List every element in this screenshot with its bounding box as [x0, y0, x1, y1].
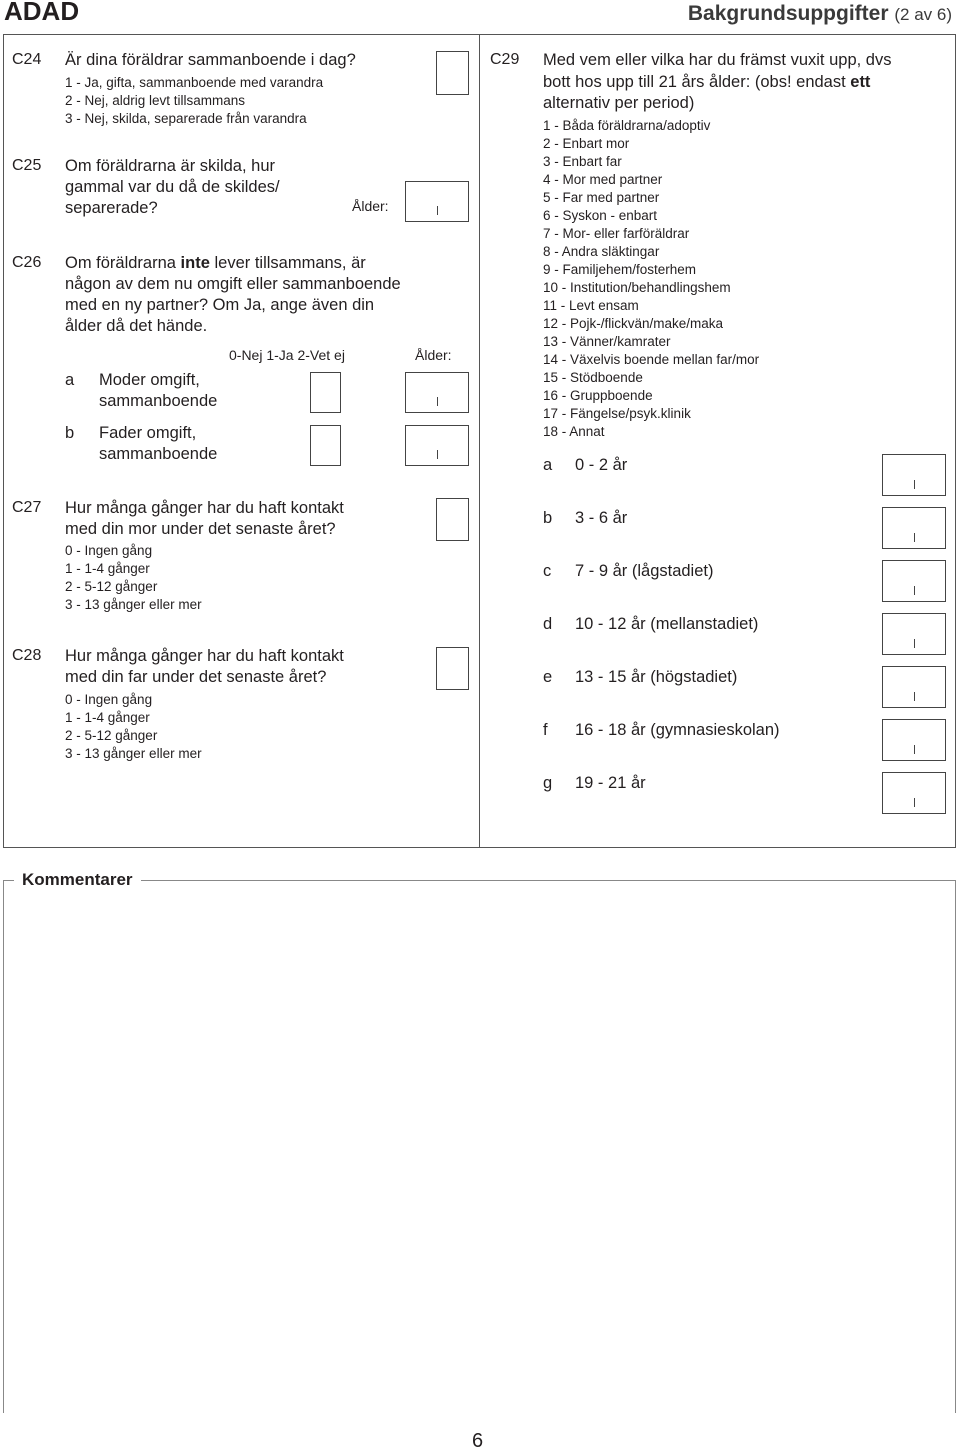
c29-period-answer-box[interactable]: [882, 613, 946, 655]
c27-option: 1 - 1-4 gånger: [65, 561, 150, 576]
c25-question-line: gammal var du då de skildes/: [65, 178, 280, 196]
form-code: ADAD: [4, 0, 80, 26]
c25-age-box[interactable]: [405, 181, 469, 222]
c29-period-answer-box[interactable]: [882, 666, 946, 708]
comments-label: Kommentarer: [14, 870, 141, 890]
c29-option-list: [543, 117, 759, 441]
c29-option: 5 - Far med partner: [543, 190, 660, 205]
c29-period-letter: b: [543, 509, 553, 527]
c26-question-line: någon av dem nu omgift eller sammanboende: [65, 275, 401, 293]
comments-frame[interactable]: [3, 880, 956, 1413]
c29-period-letter: e: [543, 668, 553, 686]
page-number: 6: [472, 1430, 484, 1452]
c24-option: 1 - Ja, gifta, sammanboende med varandra: [65, 75, 324, 90]
c26-answer-columns: 0-Nej 1-Ja 2-Vet ej: [229, 347, 345, 363]
c29-option: 6 - Syskon - enbart: [543, 208, 658, 223]
c26-item-label: sammanboende: [99, 445, 218, 463]
c29-period-letter: a: [543, 456, 553, 474]
c25-question-line: separerade?: [65, 199, 158, 217]
c27-number: C27: [12, 499, 42, 516]
c27-option: 0 - Ingen gång: [65, 543, 153, 558]
c29-emphasis: ett: [850, 73, 871, 91]
c29-option: 11 - Levt ensam: [543, 298, 639, 313]
c29-option: 16 - Gruppboende: [543, 388, 653, 403]
c29-option: 8 - Andra släktingar: [543, 244, 660, 259]
c29-period-label: 19 - 21 år: [575, 774, 646, 792]
c26-item-label: sammanboende: [99, 392, 218, 410]
c26-item-label: Fader omgift,: [99, 424, 197, 442]
c25-age-label: Ålder:: [352, 198, 389, 214]
c26-question-line: med en ny partner? Om Ja, ange även din: [65, 296, 375, 314]
c24-answer-box[interactable]: [436, 51, 469, 95]
c29-question-line: Med vem eller vilka har du främst vuxit upp, dvs: [543, 51, 892, 69]
c25-question-line: Om föräldrarna är skilda, hur: [65, 157, 275, 175]
c27-option: 3 - 13 gånger eller mer: [65, 597, 202, 612]
section-page-count: (2 av 6): [894, 5, 952, 24]
c26-question-line: ålder då det hände.: [65, 317, 208, 335]
c26b-answer-box[interactable]: [310, 425, 341, 466]
c29-option: 13 - Vänner/kamrater: [543, 334, 671, 349]
c29-period-answer-box[interactable]: [882, 719, 946, 761]
c29-period-letter: f: [543, 721, 548, 739]
c26-item-label: Moder omgift,: [99, 371, 200, 389]
c26a-age-box[interactable]: [405, 372, 469, 413]
c29-option: 14 - Växelvis boende mellan far/mor: [543, 352, 760, 367]
column-divider: [479, 34, 480, 848]
c29-option: 15 - Stödboende: [543, 370, 643, 385]
c29-period-label: 0 - 2 år: [575, 456, 628, 474]
c24-number: C24: [12, 51, 42, 68]
c26-item-letter: a: [65, 371, 75, 389]
c26-number: C26: [12, 254, 42, 271]
c26-age-label: Ålder:: [415, 347, 452, 363]
c29-period-label: 10 - 12 år (mellanstadiet): [575, 615, 759, 633]
c29-number: C29: [490, 51, 520, 68]
c29-period-answer-box[interactable]: [882, 560, 946, 602]
c27-answer-box[interactable]: [436, 498, 469, 541]
c29-option: 12 - Pojk-/flickvän/make/maka: [543, 316, 724, 331]
c24-option: 2 - Nej, aldrig levt tillsammans: [65, 93, 246, 108]
c29-period-letter: d: [543, 615, 553, 633]
c28-option: 3 - 13 gånger eller mer: [65, 746, 202, 761]
c29-period-letter: c: [543, 562, 552, 580]
c29-option: 3 - Enbart far: [543, 154, 622, 169]
c24-question: Är dina föräldrar sammanboende i dag?: [65, 51, 356, 69]
c29-period-answer-box[interactable]: [882, 772, 946, 814]
c28-number: C28: [12, 647, 42, 664]
c29-period-answer-box[interactable]: [882, 507, 946, 549]
c29-option: 18 - Annat: [543, 424, 605, 439]
c29-option: 2 - Enbart mor: [543, 136, 630, 151]
c27-question-line: Hur många gånger har du haft kontakt: [65, 499, 344, 517]
c26-question-line: Om föräldrarna inte lever tillsammans, är: [65, 254, 366, 272]
c29-period-letter: g: [543, 774, 553, 792]
c28-option: 0 - Ingen gång: [65, 692, 153, 707]
c29-option: 7 - Mor- eller farföräldrar: [543, 226, 690, 241]
c24-option: 3 - Nej, skilda, separerade från varandra: [65, 111, 307, 126]
c29-question-line: bott hos upp till 21 års ålder: (obs! endast ett: [543, 73, 871, 91]
c29-option: 9 - Familjehem/fosterhem: [543, 262, 697, 277]
c26a-answer-box[interactable]: [310, 372, 341, 413]
c26b-age-box[interactable]: [405, 425, 469, 466]
c29-period-label: 7 - 9 år (lågstadiet): [575, 562, 714, 580]
c29-option: 1 - Båda föräldrarna/adoptiv: [543, 118, 711, 133]
c29-question-line: alternativ per period): [543, 94, 695, 112]
c28-option: 1 - 1-4 gånger: [65, 710, 150, 725]
c27-option: 2 - 5-12 gånger: [65, 579, 158, 594]
c29-option: 17 - Fängelse/psyk.klinik: [543, 406, 691, 421]
c29-period-answer-box[interactable]: [882, 454, 946, 496]
section-title-text: Bakgrundsuppgifter: [687, 2, 889, 25]
c28-question-line: Hur många gånger har du haft kontakt: [65, 647, 344, 665]
c29-period-label: 3 - 6 år: [575, 509, 628, 527]
c25-number: C25: [12, 157, 42, 174]
c26-emphasis: inte: [180, 254, 210, 272]
c27-question-line: med din mor under det senaste året?: [65, 520, 336, 538]
c29-period-label: 16 - 18 år (gymnasieskolan): [575, 721, 780, 739]
section-title: [688, 2, 952, 26]
c29-period-label: 13 - 15 år (högstadiet): [575, 668, 738, 686]
c26-item-letter: b: [65, 424, 75, 442]
c29-option: 4 - Mor med partner: [543, 172, 663, 187]
c28-option: 2 - 5-12 gånger: [65, 728, 158, 743]
c28-question-line: med din far under det senaste året?: [65, 668, 327, 686]
c29-option: 10 - Institution/behandlingshem: [543, 280, 731, 295]
c28-answer-box[interactable]: [436, 647, 469, 690]
